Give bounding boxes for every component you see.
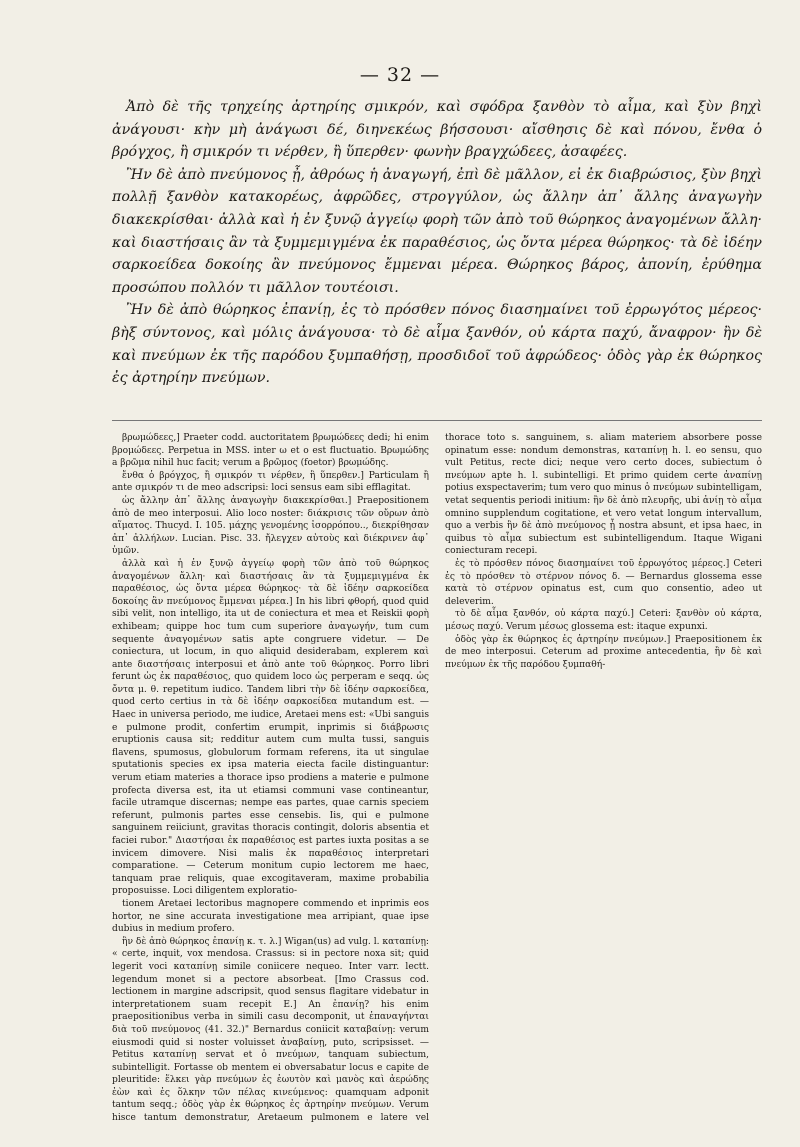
main-paragraph: Ἢν δὲ ἀπὸ πνεύμονος ᾖ, ἀθρόως ἡ ἀναγωγή, ἐπὶ δὲ μᾶλλον, εἰ ἐκ διαβρώσιος, ξὺν βηχὶ πολλῇ ξανθὸν κατακορέως, ἀφρῶδες, στρογγύλον, ὡς ἄλλην ἀπ᾽ ἄλλης ἀναγωγὴν διακεκρίσθαι· ἀλλὰ καὶ ἡ ἐν ξυνῷ ἀγγείῳ φορὴ τῶν ἀπὸ τοῦ θώρηκος ἀναγομένων ἄλλη· καὶ διαστήσαις ἂν τὰ ξυμμεμιγμένα ἐκ παραθέσιος, ὡς ὄντα μέρεα θώρηκος· τὰ δὲ ἰδέην σαρκοείδεα δοκοίης ἂν πνεύμονος ἔμμεναι μέρεα. Θώρηκος βάρος, ἀπονίη, ἐρύθημα προσώπου πολλόν τι μᾶλλον τουτέοισι. — [112, 166, 762, 296]
main-text-block — [112, 96, 762, 390]
footnote: ἀλλὰ καὶ ἡ ἐν ξυνῷ ἀγγείῳ φορὴ τῶν ἀπὸ τοῦ θώρηκος ἀναγομένων ἄλλη· καὶ διαστήσαις ἂν τὰ ξυμμεμιγμένα ἐκ παραθέσιος, ὡς ὄντα μέρεα θώρηκος· τὰ δὲ ἰδέην σαρκοείδεα δοκοίης ἂν πνεύμονος ἔμμεναι μέρεα.] In his libri φθορή, quod quid sibi velit, non intelligo, ita ut de coniectura et mea et Reiskii φορὴ exhibeam; quippe hoc tum cum superiore ἀναγωγήν, tum cum sequente ἀναγομένων satis apte congruere videtur. — De coniectura, ut locum, in quo aliquid desiderabam, explerem καὶ ante διαστήσαις interposui et ἀπὸ ante τοῦ θώρηκος. Porro libri ferunt ὡς ἐκ παραθέσιος, quo quidem loco ὡς perperam e seqq. ὡς ὄντα μ. θ. repetitum iudico. Tandem libri τὴν δὲ ἰδέην σαρκοείδεα, quod certo certius in τὰ δὲ ἰδέην σαρκοείδεα mutandum est. — Haec in universa periodo, me iudice, Aretaei mens est: «Ubi sanguis e pulmone prodit, confertim erumpit, inprimis si διάβρωσις eruptionis causa sit; redditur autem cum multa tussi, sanguis flavens, spumosus, globulorum formam referens, ita ut singulae sputationis species ex ipsa materia eiecta facile distinguantur: verum etiam materies a thorace ipso prodiens a materie e pulmone profecta diversa est, ita ut etiamsi communi vase contineantur, facile utramque discernas; nempe eas partes, quae carnis speciem referunt, pulmonis partes esse censebis. Iis, qui e pulmone sanguinem reiiciunt, gravitas thoracis contingit, doloris absentia et faciei rubor." Διαστήσαι ἐκ παραθέσιος est partes iuxta positas a se invicem dimovere. Nisi malis ἐκ παραθέσιος interpretari comparatione. — Ceterum monitum cupio lectorem me haec, tanquam prae reliquis, quae excogitaveram, maxime probabilia proposuisse. Loci diligentem exploratio- — [112, 558, 429, 897]
footnotes-columns — [112, 432, 762, 1132]
footnote: tionem Aretaei lectoribus magnopere commendo et inprimis eos hortor, ne sine accurata investigatione mea arripiant, quae ipse dubius in medium profero. — [112, 898, 429, 935]
footnote: τὸ δὲ αἷμα ξανθόν, οὐ κάρτα παχύ.] Ceteri: ξανθὸν οὐ κάρτα, μέσως παχύ. Verum μέσως glossema est: itaque expunxi. — [445, 609, 762, 632]
footnote: ὡς ἄλλην ἀπ᾽ ἄλλης ἀναγωγὴν διακεκρίσθαι.] Praepositionem ἀπὸ de meo interposui. Alio loco noster: διάκρισις τῶν οὔρων ἀπὸ αἵματος. Thucyd. I. 105. μάχης γενομένης ἰσορρόπου.., διεκρίθησαν ἀπ᾽ ἀλλήλων. Lucian. Pisc. 33. ἤλεγχεν αὐτοὺς καὶ διέκρινεν ἀφ᾽ ὑμῶν. — [112, 495, 429, 557]
main-paragraph: Ἀπὸ δὲ τῆς τρηχείης ἀρτηρίης σμικρόν, καὶ σφόδρα ξανθὸν τὸ αἷμα, καὶ ξὺν βηχὶ ἀνάγουσι· κὴν μὴ ἀνάγωσι δέ, διηνεκέως βήσσουσι· αἴσθησις δὲ καὶ πόνου, ἔνθα ὁ βρόγχος, ἢ σμικρόν τι νέρθεν, ἢ ὕπερθεν· φωνὴν βραγχώδεες, ἀσαφέες. — [112, 99, 762, 161]
footnote: ἢν δὲ ἀπὸ θώρηκος ἐπανίῃ κ. τ. λ.] Wigan(us) ad vulg. l. καταπίνῃ: « certe, inquit, vox mendosa. Crassus: si in pectore noxa sit; quid legerit voci καταπίνῃ simile coniicere nequeo. Inter varr. lectt. legendum monet si a pectore absorbeat. [Imo Crassus cod. lectionem in margine adscripsit, quod sensus flagitare videbatur in interpretationem suam recepit E.] An ἐπανίῃ? his enim praepositionibus verba in simili casu decomponit, ut ἐπαναγήνται διὰ τοῦ πνεύμονος (41. 32.)" Bernardus coniicit καταβαίνῃ: verum eiusmodi quid si noster voluisset ἀναβαίνῃ, puto, scripsisset. — Petitus καταπίνῃ servat et ὁ πνεύμων, tanquam subiectum, subintelligit. Fortasse ob mentem ei obversabatur locus e capite de pleuritide: ἕλκει γὰρ πνεύμων ἐς ἑωυτὸν καὶ μανὸς καὶ ἀερώδης ἐὼν καὶ ἐς ὅλκην τῶν πέλας κινεύμενος: quamquam adponit tantum seqq.; ὁδὸς γὰρ ἐκ θώρηκος ἐς ἀρτηρίην πνεύμων. Verum hisce tantum demonstratur, Aretaeum pulmonem e latere vel thorace toto s. sanguinem, s. aliam materiem absorbere posse opinatum esse: nondum demonstras, καταπίνῃ h. l. eo sensu, quo vult Petitus, recte dici; neque vero certo doces, subiectum ὁ πνεύμων apte h. l. subintelligi. Et primo quidem certe ἀναπίνῃ potius exspectaverim; tum vero quo minus ὁ πνεύμων subintelligam, vetat sequentis periodi initium: ἢν δὲ ἀπὸ πλευρῆς, ubi ἀνίῃ τὸ αἷμα omnino supplendum cogitatione, et vero vetat longum intervallum, quo a verbis ἢν δὲ ἀπὸ πνεύμονος ᾖ nostra absunt, et ipsa haec, in quibus τὸ αἷμα subiectum est subintelligendum. Itaque Wigani coniecturam recepi. — [112, 433, 762, 1124]
footnote: ὁδὸς γὰρ ἐκ θώρηκος ἐς ἀρτηρίην πνεύμων.] Praepositionem ἐκ de meo interposui. Ceterum ad proxime antecedentia, ἢν δὲ καὶ πνεύμων ἐκ τῆς παρόδου ξυμπαθή- — [445, 634, 762, 670]
page-number: — 32 — — [359, 64, 441, 86]
main-paragraph: Ἢν δὲ ἀπὸ θώρηκος ἐπανίῃ, ἐς τὸ πρόσθεν πόνος διασημαίνει τοῦ ἐρρωγότος μέρεος· βὴξ σύντονος, καὶ μόλις ἀνάγουσα· τὸ δὲ αἷμα ξανθόν, οὐ κάρτα παχύ, ἄναφρον· ἢν δὲ καὶ πνεύμων ἐκ τῆς παρόδου ξυμπαθήσῃ, προσδιδοῖ τοῦ ἀφρώδεος· ὁδὸς γὰρ ἐκ θώρηκος ἐς ἀρτηρίην πνεύμων. — [112, 302, 762, 387]
footnote: ἔνθα ὁ βρόγχος, ἢ σμικρόν τι νέρθεν, ἢ ὕπερθεν.] Particulam ἢ ante σμικρόν τι de meo adscripsi: loci sensus eam sibi efflagitat. — [112, 470, 429, 494]
footnote: ἐς τὸ πρόσθεν πόνος διασημαίνει τοῦ ἐρρωγότος μέρεος.] Ceteri ἐς τὸ πρόσθεν τὸ στέρνον πόνος δ. — Bernardus glossema esse κατὰ τὸ στέρνον opinatus est, cum quo consentio, adeo ut deleverim. — [445, 558, 762, 607]
divider — [112, 420, 762, 421]
footnote: βρωμώδεες,] Praeter codd. auctoritatem βρωμώδεες dedi; hi enim βρομώδεες. Perpetua in MSS. inter ω et ο est fluctuatio. Βρωμώδης a βρῶμα nihil huc facit; verum a βρῶμος (foetor) βρωμώδης. — [112, 433, 429, 469]
